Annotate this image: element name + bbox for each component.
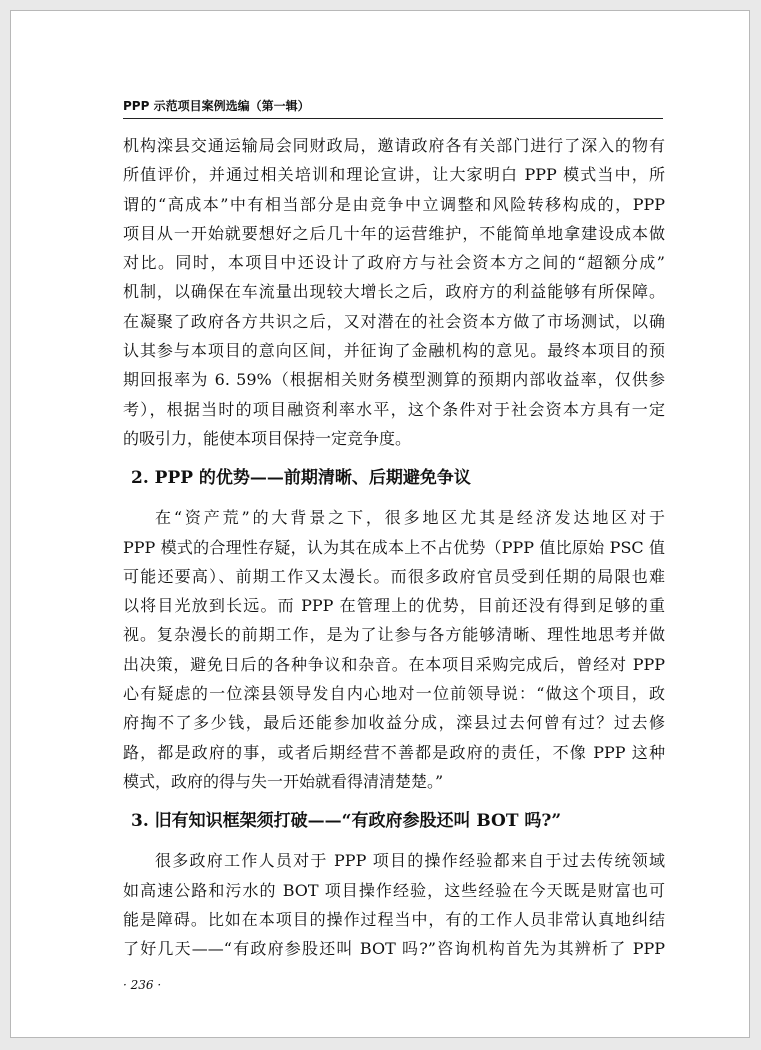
section-heading-2: 2. PPP 的优势——前期清晰、后期避免争议	[131, 468, 471, 489]
text-line: 项目从一开始就要想好之后几十年的运营维护，不能简单地拿建设成本做	[123, 223, 665, 243]
text-line: 可能还要高）、前期工作又太漫长。而很多政府官员受到任期的局限也难	[123, 566, 665, 586]
text-line: 以将目光放到长远。而 PPP 在管理上的优势，目前还没有得到足够的重	[123, 596, 665, 616]
text-line: 在凝聚了政府各方共识之后，又对潜在的社会资本方做了市场测试，以确	[123, 311, 665, 331]
running-header: PPP 示范项目案例选编（第一辑）	[123, 99, 310, 113]
text-line: 期回报率为 6. 59%（根据相关财务模型测算的预期内部收益率，仅供参	[123, 370, 665, 390]
text-line: 考），根据当时的项目融资利率水平，这个条件对于社会资本方具有一定	[123, 399, 665, 419]
text-line: 机构滦县交通运输局会同财政局，邀请政府各有关部门进行了深入的物有	[123, 136, 665, 155]
paragraph-3	[123, 846, 665, 963]
text-line: 视。复杂漫长的前期工作，是为了让参与各方能够清晰、理性地思考并做	[123, 625, 665, 645]
text-line: 了好几天——“有政府参股还叫 BOT 吗?”咨询机构首先为其辨析了 PPP	[123, 939, 665, 959]
text-line: 的吸引力，能使本项目保持一定竞争度。	[123, 428, 412, 448]
header-rule	[123, 118, 663, 119]
page-number: · 236 ·	[123, 978, 162, 992]
text-line: 如高速公路和污水的 BOT 项目操作经验，这些经验在今天既是财富也可	[123, 880, 665, 900]
text-line: 所值评价，并通过相关培训和理论宣讲，让大家明白 PPP 模式当中，所	[123, 165, 665, 185]
paragraph-1	[123, 131, 665, 453]
text-line: PPP 模式的合理性存疑，认为其在成本上不占优势（PPP 值比原始 PSC 值	[123, 537, 665, 557]
text-line: 在“资产荒”的大背景之下，很多地区尤其是经济发达地区对于	[155, 508, 665, 528]
text-line: 很多政府工作人员对于 PPP 项目的操作经验都来自于过去传统领域	[155, 851, 665, 871]
text-line: 出决策，避免日后的各种争议和杂音。在本项目采购完成后，曾经对 PPP	[123, 654, 665, 674]
page-sheet	[10, 10, 750, 1038]
text-line: 机制，以确保在车流量出现较大增长之后，政府方的利益能够有所保障。	[123, 282, 665, 302]
text-line: 路，都是政府的事，或者后期经营不善都是政府的责任，不像 PPP 这种	[123, 742, 665, 762]
text-line: 心有疑虑的一位滦县领导发自内心地对一位前领导说：“做这个项目，政	[123, 684, 665, 704]
text-line: 模式，政府的得与失一开始就看得清清楚楚。”	[123, 771, 444, 791]
paragraph-2	[123, 503, 665, 796]
section-heading-3: 3. 旧有知识框架须打破——“有政府参股还叫 BOT 吗?”	[131, 811, 562, 832]
text-line: 对比。同时，本项目中还设计了政府方与社会资本方之间的“超额分成”	[123, 253, 665, 273]
body-text	[123, 131, 665, 963]
text-line: 谓的“高成本”中有相当部分是由竞争中立调整和风险转移构成的，PPP	[123, 194, 665, 214]
text-line: 府掏不了多少钱，最后还能参加收益分成，滦县过去何曾有过？过去修	[123, 713, 665, 733]
text-line: 能是障碍。比如在本项目的操作过程当中，有的工作人员非常认真地纠结	[123, 909, 665, 929]
text-line: 认其参与本项目的意向区间，并征询了金融机构的意见。最终本项目的预	[123, 341, 665, 361]
